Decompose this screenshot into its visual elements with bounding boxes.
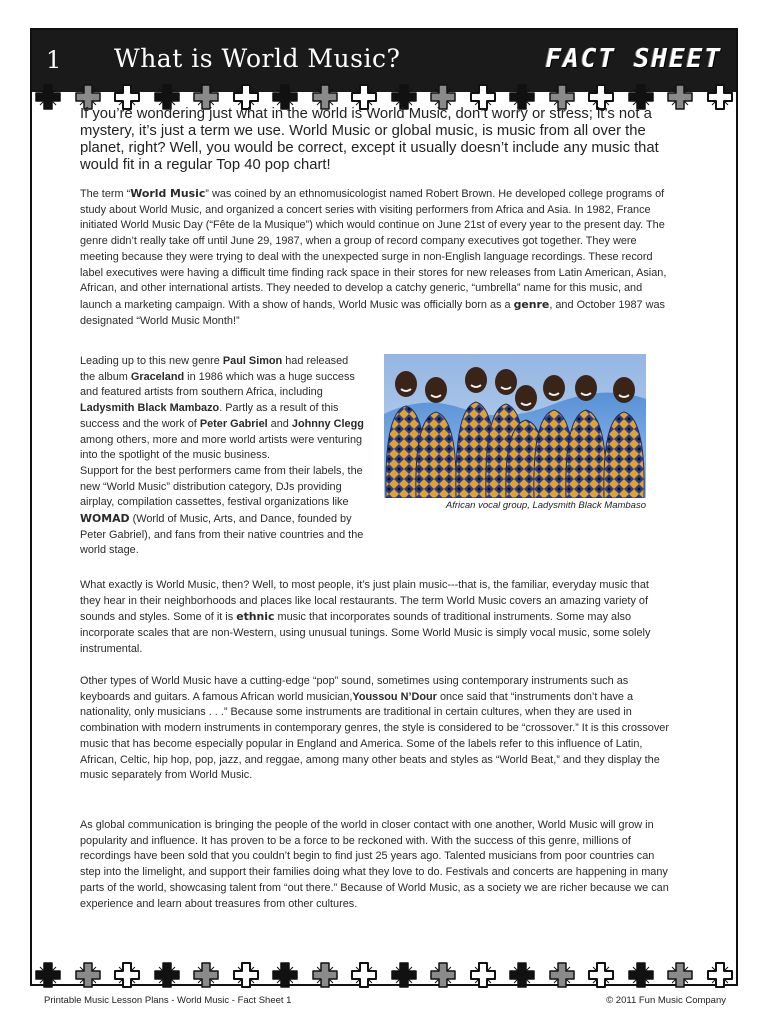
- photo-illustration: [384, 354, 646, 498]
- cross-ornament-icon: [311, 961, 339, 989]
- paragraph-what-is: [80, 578, 672, 658]
- cross-ornament-icon: [271, 961, 299, 989]
- cross-ornament-icon: [34, 961, 62, 989]
- text: Leading up to this new genre: [80, 355, 223, 367]
- paragraph-crossover: [80, 674, 672, 784]
- text: once said that “instruments don’t have a nationality, only musicians . . .” Because some instruments are traditional in certain cultures, when they are used in combination with modern instruments in contemporary genres, the style is considered to be “crossover.” It is this crossover music that has become especially popular in England and America. Some of the labels refer to this influence of Latin, African, Celtic, hip hop, pop, jazz, and reggae, among many other beats and styles as “World Beat,” and they display the music separately from World Music.: [80, 690, 669, 782]
- cross-ornament-icon: [429, 961, 457, 989]
- text: Support for the best performers came from their labels, the new “World Music” distribution category, DJs providing airplay, compilation cassettes, festival organizations like: [80, 464, 363, 509]
- text: music that incorporates sounds of traditional instruments. Some may also incorporate scales that are non-Western, using unusual tunings. Some World Music is simply vocal music, some solely instrumental.: [80, 611, 651, 655]
- text: (World of Music, Arts, and Dance, founded by Peter Gabriel), and fans from their native countries and the world stage.: [80, 513, 364, 557]
- photo-caption: African vocal group, Ladysmith Black Mambaso: [445, 500, 646, 511]
- cross-ornament-icon: [153, 961, 181, 989]
- footer-right: © 2011 Fun Music Company: [606, 995, 726, 1006]
- person-head: [543, 375, 565, 401]
- bottom-cross-border: [32, 960, 736, 990]
- cross-ornament-icon: [587, 961, 615, 989]
- cross-ornament-icon: [192, 961, 220, 989]
- person-head: [395, 371, 417, 397]
- cross-ornament-icon: [34, 83, 62, 111]
- page-number: 1: [46, 46, 62, 74]
- text: What exactly is World Music, then? Well, to most people, it’s just plain music---that is, the familiar, everyday music that they hear in their neighborhoods and places like local restaurants. The term World Music covers an amazing variety of sounds and styles. Some of it is: [80, 579, 649, 624]
- cross-ornament-icon: [350, 961, 378, 989]
- cross-ornament-icon: [706, 83, 734, 111]
- intro-paragraph: If you’re wondering just what in the world is World Music, don’t worry or stress; it’s not a mystery, it’s just a term we use. World Music or global music, is music from all over the planet, right? Well, you would be correct, except it usually doesn’t include any music that would fit in a regular Top 40 pop chart!: [80, 106, 659, 173]
- text: in 1986 which was a huge success and featured artists from southern Africa, including: [80, 370, 355, 399]
- cross-ornament-icon: [706, 961, 734, 989]
- term-genre: genre: [513, 297, 550, 311]
- cross-ornament-icon: [508, 961, 536, 989]
- group-photo: [384, 354, 646, 498]
- page-title: What is World Music?: [114, 44, 401, 73]
- cross-ornament-icon: [627, 961, 655, 989]
- name-peter-gabriel: Peter Gabriel: [199, 417, 268, 430]
- name-ladysmith: Ladysmith Black Mambazo: [80, 402, 220, 415]
- cross-ornament-icon: [113, 961, 141, 989]
- cross-ornament-icon: [666, 961, 694, 989]
- cross-ornament-icon: [666, 83, 694, 111]
- person-head: [495, 369, 517, 395]
- text: , and October 1987 was designated “World Music Month!”: [80, 298, 665, 327]
- person-head: [575, 375, 597, 401]
- text: Other types of World Music have a cutting-edge “pop” sound, sometimes using contemporary instruments such as keyboards and guitars. A famous African world musician,: [80, 675, 629, 703]
- footer-left: Printable Music Lesson Plans - World Music - Fact Sheet 1: [44, 995, 292, 1006]
- name-paul-simon: Paul Simon: [222, 355, 283, 367]
- term-world-music: World Music: [130, 187, 206, 200]
- text: had released the album: [80, 355, 349, 383]
- album-graceland: Graceland: [130, 370, 185, 383]
- person-head: [425, 377, 447, 403]
- name-johnny-clegg: Johnny Clegg: [291, 417, 364, 430]
- paragraph-graceland: [80, 354, 364, 559]
- name-youssou-ndour: Youssou N’Dour: [352, 690, 437, 703]
- cross-ornament-icon: [390, 961, 418, 989]
- term-ethnic: ethnic: [236, 610, 275, 624]
- fact-sheet-badge: FACT SHEET: [545, 44, 722, 74]
- text: and: [267, 417, 292, 430]
- person-head: [613, 377, 635, 403]
- text: . Partly as a result of this success and the work of: [80, 402, 339, 430]
- person-head: [515, 385, 537, 411]
- cross-ornament-icon: [469, 961, 497, 989]
- cross-ornament-icon: [232, 961, 260, 989]
- person-head: [465, 367, 487, 393]
- text: The term “: [80, 188, 131, 200]
- cross-ornament-icon: [548, 961, 576, 989]
- text: among others, more and more world artists were venturing into the spotlight of the music business.: [80, 433, 363, 462]
- paragraph-future: As global communication is bringing the people of the world in closer contact with one another, World Music will grow in popularity and influence. It has proven to be a force to be reckoned with. With the success of this genre, millions of recordings have been sold that you couldn’t begin to find just 25 years ago. Talented musicians from poor countries can step into the limelight, and support their families doing what they love to do. Festivals and concerts are happening in many parts of the world, showcasing talent from “out there.” Because of World Music, as a society we are richer because we can experience and learn about treasures from other cultures.: [80, 819, 669, 910]
- term-womad: WOMAD: [80, 512, 130, 526]
- text: ” was coined by an ethnomusicologist named Robert Brown. He developed college programs of study about World Music, and organized a concert series with visiting performers from Africa and Asia. In 1982, France initiated World Music Day (“Fête de la Musique”) which would continue on June 21st of every year to the present day. The genre didn’t really take off until June 29, 1987, when a group of record company executives got together. They were meeting because they were trying to deal with the unexpected surge in non-English language recordings. These record label executives were having a difficult time finding rack space in their stores for new releases from Latin American, Asian, African, and other international artists. They needed to develop a catchy generic, “umbrella” name for this music, and launch a marketing campaign. With a show of hands, World Music was officially born as a: [80, 188, 667, 311]
- cross-ornament-icon: [74, 961, 102, 989]
- paragraph-origin: [80, 186, 672, 329]
